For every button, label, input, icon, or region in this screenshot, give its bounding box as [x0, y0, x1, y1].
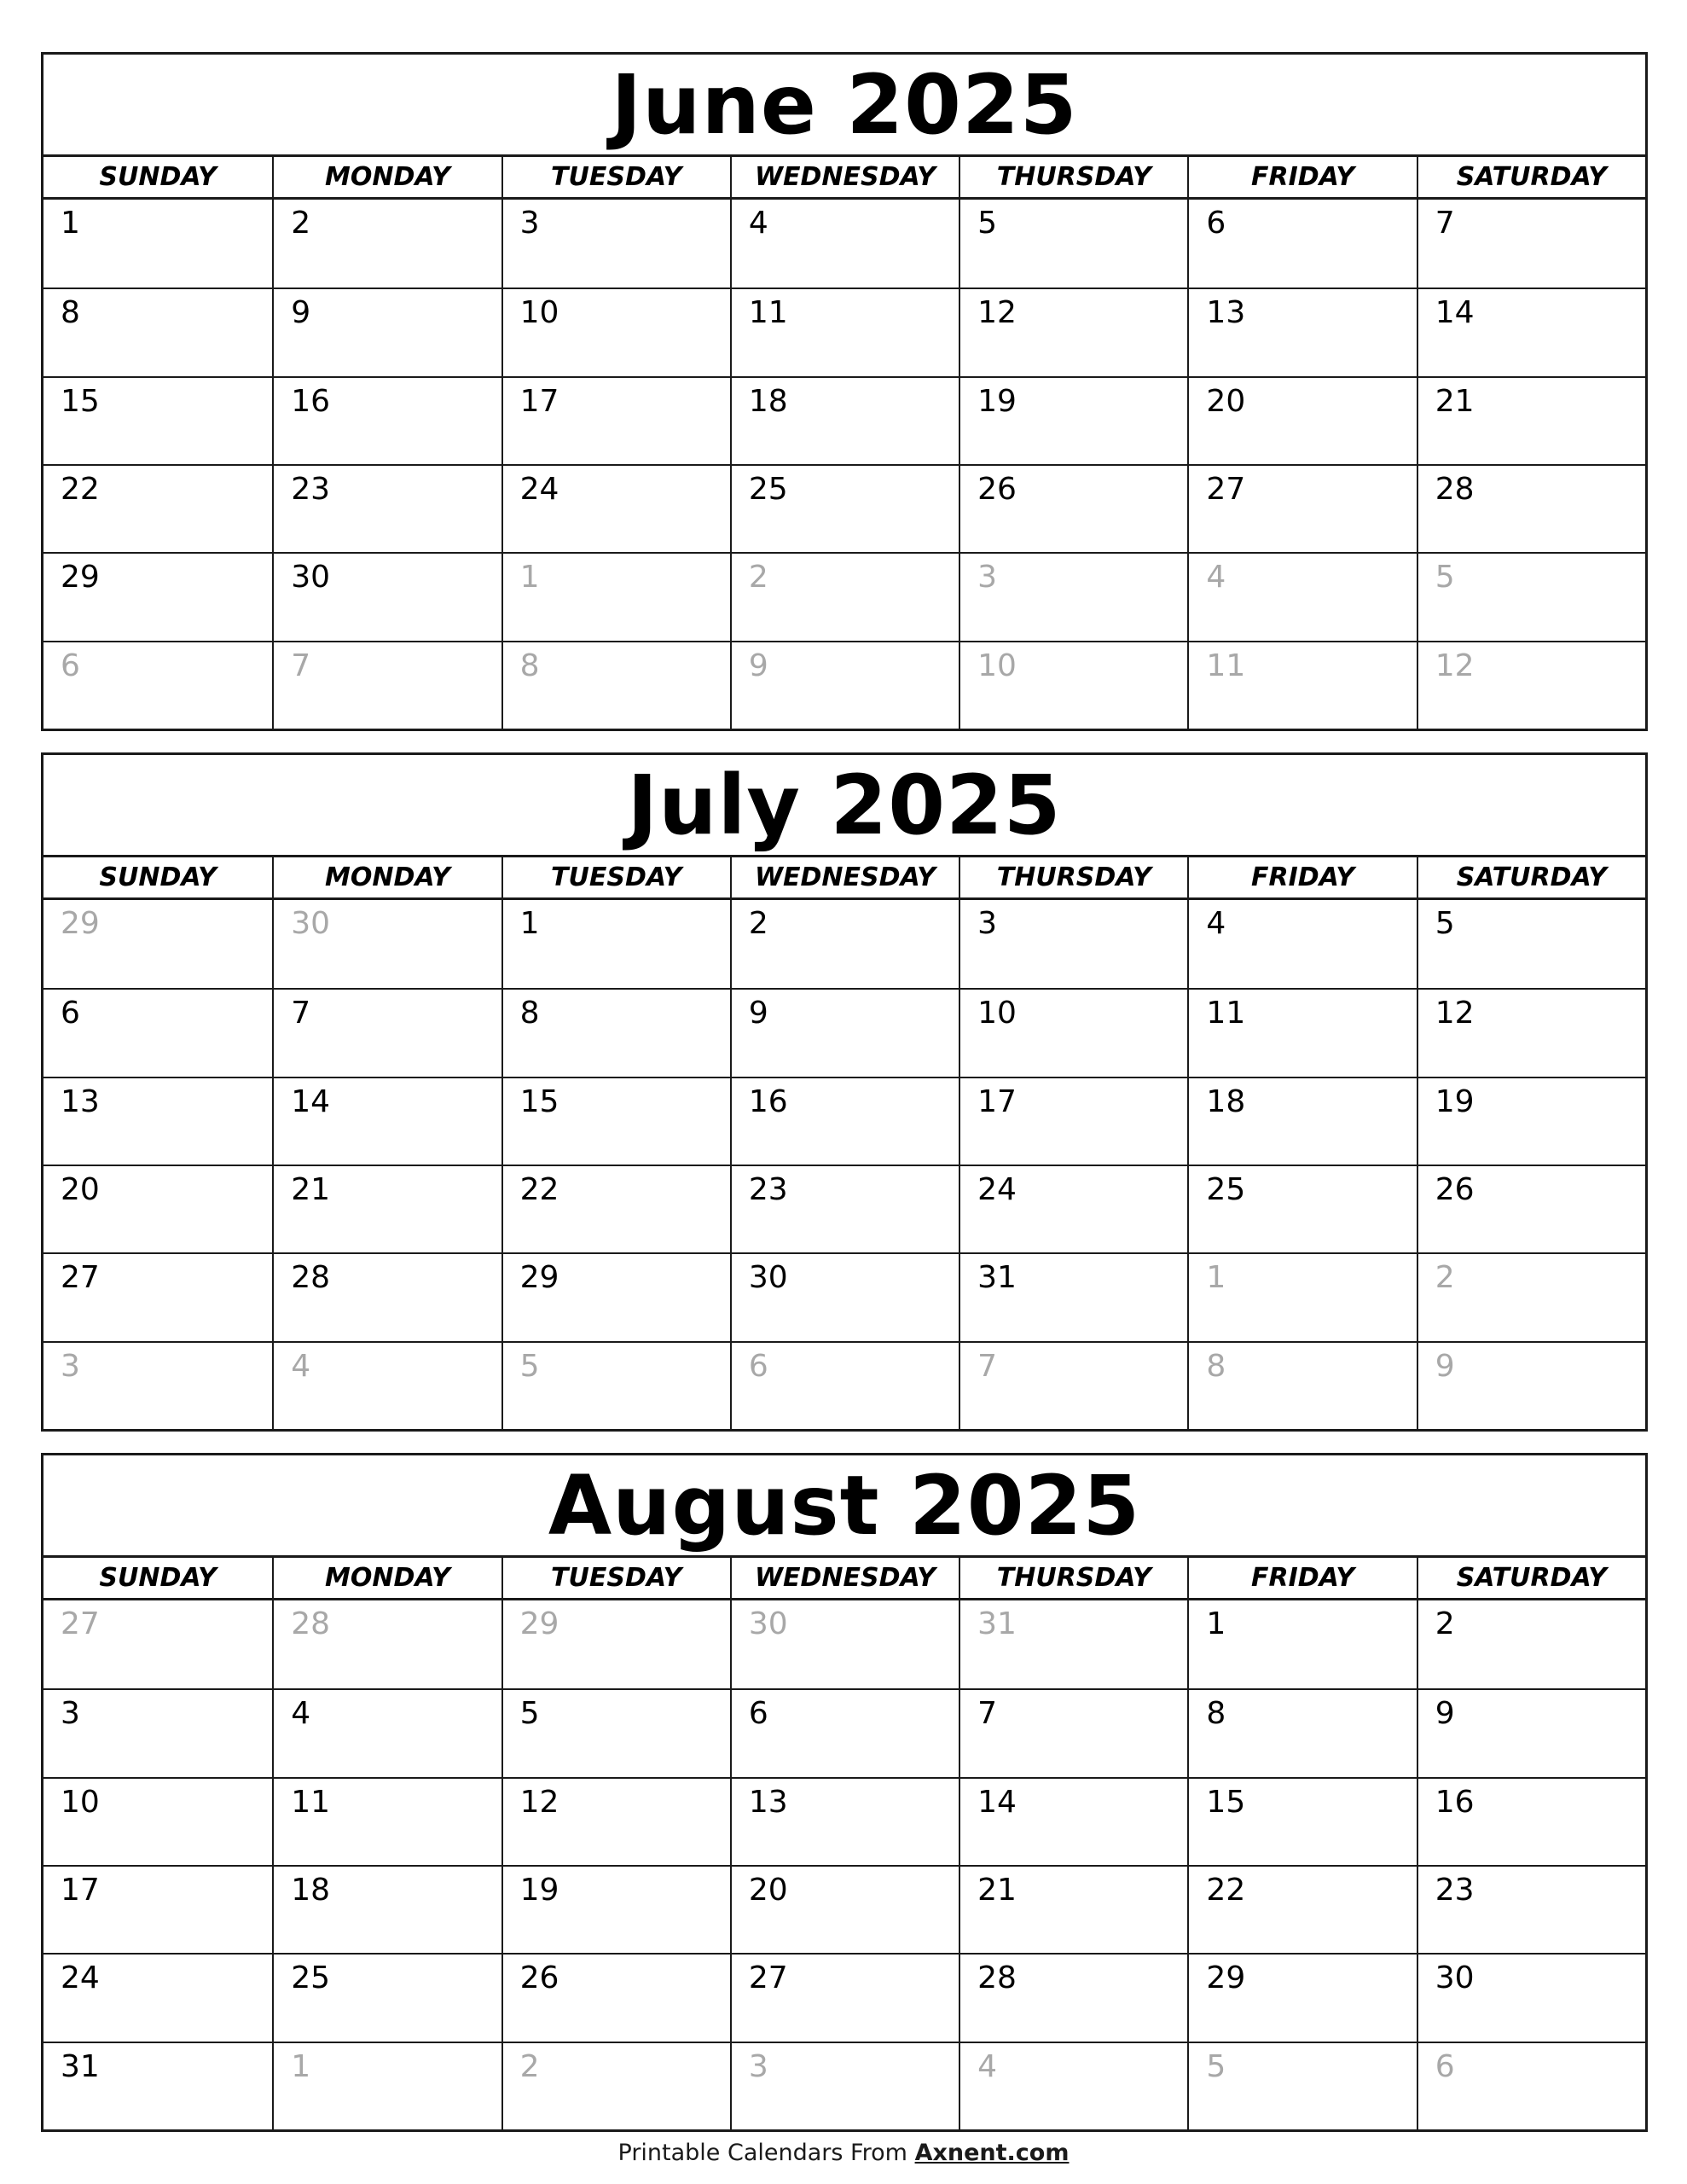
day-cell: 8	[43, 288, 272, 375]
month-august	[41, 1453, 1648, 2132]
day-cell: 22	[43, 464, 272, 552]
day-cell: 2	[1417, 1600, 1645, 1688]
adjacent-month-day-cell: 6	[730, 1341, 959, 1429]
day-cell: 13	[730, 1777, 959, 1865]
day-cell: 3	[501, 200, 730, 288]
day-cell: 21	[1417, 376, 1645, 464]
day-cell: 2	[730, 900, 959, 988]
adjacent-month-day-cell: 5	[501, 1341, 730, 1429]
day-cell: 18	[730, 376, 959, 464]
day-cell: 8	[501, 988, 730, 1076]
adjacent-month-day-cell: 6	[1417, 2042, 1645, 2129]
day-cell: 9	[730, 988, 959, 1076]
month-july	[41, 752, 1648, 1432]
day-cell: 23	[1417, 1865, 1645, 1953]
day-cell: 12	[959, 288, 1187, 375]
adjacent-month-day-cell: 28	[272, 1600, 501, 1688]
day-cell: 24	[959, 1165, 1187, 1252]
day-grid	[43, 900, 1645, 1429]
day-cell: 28	[959, 1953, 1187, 2041]
day-cell: 27	[1187, 464, 1416, 552]
day-cell: 30	[730, 1252, 959, 1340]
day-cell: 18	[272, 1865, 501, 1953]
weekday-label: FRIDAY	[1187, 857, 1416, 897]
adjacent-month-day-cell: 9	[1417, 1341, 1645, 1429]
day-cell: 26	[501, 1953, 730, 2041]
day-cell: 14	[1417, 288, 1645, 375]
day-cell: 12	[1417, 988, 1645, 1076]
day-cell: 14	[272, 1077, 501, 1165]
day-cell: 4	[730, 200, 959, 288]
day-cell: 17	[959, 1077, 1187, 1165]
day-cell: 7	[1417, 200, 1645, 288]
day-cell: 4	[272, 1688, 501, 1776]
adjacent-month-day-cell: 4	[272, 1341, 501, 1429]
day-cell: 26	[959, 464, 1187, 552]
day-cell: 6	[43, 988, 272, 1076]
adjacent-month-day-cell: 4	[1187, 552, 1416, 640]
day-cell: 7	[959, 1688, 1187, 1776]
day-cell: 31	[959, 1252, 1187, 1340]
weekday-label: THURSDAY	[959, 157, 1187, 197]
day-cell: 19	[501, 1865, 730, 1953]
weekday-label: WEDNESDAY	[730, 1558, 959, 1598]
day-cell: 29	[501, 1252, 730, 1340]
adjacent-month-day-cell: 3	[959, 552, 1187, 640]
day-cell: 27	[43, 1252, 272, 1340]
day-cell: 15	[1187, 1777, 1416, 1865]
day-cell: 9	[272, 288, 501, 375]
weekday-label: MONDAY	[272, 857, 501, 897]
day-cell: 5	[959, 200, 1187, 288]
adjacent-month-day-cell: 8	[501, 641, 730, 729]
weekday-header	[43, 157, 1645, 200]
adjacent-month-day-cell: 5	[1187, 2042, 1416, 2129]
weekday-label: WEDNESDAY	[730, 157, 959, 197]
adjacent-month-day-cell: 3	[730, 2042, 959, 2129]
weekday-label: SATURDAY	[1417, 157, 1645, 197]
day-cell: 10	[501, 288, 730, 375]
day-cell: 2	[272, 200, 501, 288]
weekday-label: SUNDAY	[99, 863, 217, 892]
day-cell: 20	[730, 1865, 959, 1953]
day-cell: 21	[272, 1165, 501, 1252]
adjacent-month-day-cell: 7	[959, 1341, 1187, 1429]
adjacent-month-day-cell: 4	[959, 2042, 1187, 2129]
day-cell: 19	[1417, 1077, 1645, 1165]
day-cell: 17	[43, 1865, 272, 1953]
day-cell: 15	[501, 1077, 730, 1165]
day-cell: 25	[272, 1953, 501, 2041]
day-cell: 1	[501, 900, 730, 988]
day-cell: 25	[730, 464, 959, 552]
adjacent-month-day-cell: 1	[501, 552, 730, 640]
adjacent-month-day-cell: 30	[730, 1600, 959, 1688]
adjacent-month-day-cell: 30	[272, 900, 501, 988]
adjacent-month-day-cell: 2	[730, 552, 959, 640]
adjacent-month-day-cell: 2	[501, 2042, 730, 2129]
month-june	[41, 52, 1648, 731]
day-cell: 5	[1417, 900, 1645, 988]
day-cell: 16	[1417, 1777, 1645, 1865]
weekday-header	[43, 857, 1645, 900]
adjacent-month-day-cell: 29	[501, 1600, 730, 1688]
month-title: August 2025	[43, 1455, 1645, 1558]
month-title: June 2025	[43, 55, 1645, 157]
day-cell: 17	[501, 376, 730, 464]
day-grid	[43, 200, 1645, 729]
adjacent-month-day-cell: 1	[1187, 1252, 1416, 1340]
day-cell: 20	[43, 1165, 272, 1252]
adjacent-month-day-cell: 1	[272, 2042, 501, 2129]
footer-credit	[0, 2140, 1687, 2166]
day-cell: 21	[959, 1865, 1187, 1953]
day-cell: 19	[959, 376, 1187, 464]
day-cell: 11	[272, 1777, 501, 1865]
day-cell: 28	[1417, 464, 1645, 552]
day-cell: 7	[272, 988, 501, 1076]
weekday-label: TUESDAY	[501, 157, 730, 197]
day-cell: 29	[1187, 1953, 1416, 2041]
day-cell: 9	[1417, 1688, 1645, 1776]
adjacent-month-day-cell: 27	[61, 1606, 100, 1641]
adjacent-month-day-cell: 31	[959, 1600, 1187, 1688]
adjacent-month-day-cell: 5	[1417, 552, 1645, 640]
day-cell: 1	[61, 206, 80, 241]
weekday-label: TUESDAY	[501, 857, 730, 897]
day-cell: 24	[43, 1953, 272, 2041]
day-cell: 16	[730, 1077, 959, 1165]
day-cell: 30	[272, 552, 501, 640]
day-cell: 10	[959, 988, 1187, 1076]
day-cell: 30	[1417, 1953, 1645, 2041]
weekday-header	[43, 1558, 1645, 1600]
adjacent-month-day-cell: 12	[1417, 641, 1645, 729]
day-cell: 27	[730, 1953, 959, 2041]
day-cell: 25	[1187, 1165, 1416, 1252]
adjacent-month-day-cell: 3	[43, 1341, 272, 1429]
adjacent-month-day-cell: 10	[959, 641, 1187, 729]
day-cell: 3	[43, 1688, 272, 1776]
day-cell: 12	[501, 1777, 730, 1865]
weekday-label: MONDAY	[272, 1558, 501, 1598]
adjacent-month-day-cell: 6	[43, 641, 272, 729]
day-cell: 8	[1187, 1688, 1416, 1776]
day-cell: 6	[730, 1688, 959, 1776]
day-grid	[43, 1600, 1645, 2129]
weekday-label: THURSDAY	[959, 857, 1187, 897]
weekday-label: SATURDAY	[1417, 1558, 1645, 1598]
day-cell: 28	[272, 1252, 501, 1340]
month-title: July 2025	[43, 755, 1645, 857]
day-cell: 16	[272, 376, 501, 464]
adjacent-month-day-cell: 11	[1187, 641, 1416, 729]
day-cell: 13	[1187, 288, 1416, 375]
adjacent-month-day-cell: 9	[730, 641, 959, 729]
day-cell: 10	[43, 1777, 272, 1865]
weekday-label: FRIDAY	[1187, 157, 1416, 197]
adjacent-month-day-cell: 29	[61, 906, 100, 941]
day-cell: 20	[1187, 376, 1416, 464]
day-cell: 4	[1187, 900, 1416, 988]
day-cell: 3	[959, 900, 1187, 988]
adjacent-month-day-cell: 8	[1187, 1341, 1416, 1429]
weekday-label: SATURDAY	[1417, 857, 1645, 897]
day-cell: 15	[43, 376, 272, 464]
adjacent-month-day-cell: 7	[272, 641, 501, 729]
weekday-label: TUESDAY	[501, 1558, 730, 1598]
day-cell: 23	[272, 464, 501, 552]
weekday-label: THURSDAY	[959, 1558, 1187, 1598]
footer-brand-link[interactable]: Axnent.com	[914, 2140, 1070, 2166]
day-cell: 26	[1417, 1165, 1645, 1252]
day-cell: 23	[730, 1165, 959, 1252]
day-cell: 5	[501, 1688, 730, 1776]
day-cell: 6	[1187, 200, 1416, 288]
day-cell: 29	[43, 552, 272, 640]
day-cell: 31	[43, 2042, 272, 2129]
day-cell: 11	[730, 288, 959, 375]
day-cell: 14	[959, 1777, 1187, 1865]
footer-prefix: Printable Calendars From	[617, 2140, 907, 2166]
weekday-label: MONDAY	[272, 157, 501, 197]
weekday-label: SUNDAY	[99, 162, 217, 192]
weekday-label: WEDNESDAY	[730, 857, 959, 897]
adjacent-month-day-cell: 2	[1417, 1252, 1645, 1340]
weekday-label: SUNDAY	[99, 1563, 217, 1593]
day-cell: 1	[1187, 1600, 1416, 1688]
weekday-label: FRIDAY	[1187, 1558, 1416, 1598]
day-cell: 24	[501, 464, 730, 552]
day-cell: 22	[501, 1165, 730, 1252]
day-cell: 11	[1187, 988, 1416, 1076]
day-cell: 18	[1187, 1077, 1416, 1165]
day-cell: 22	[1187, 1865, 1416, 1953]
day-cell: 13	[43, 1077, 272, 1165]
